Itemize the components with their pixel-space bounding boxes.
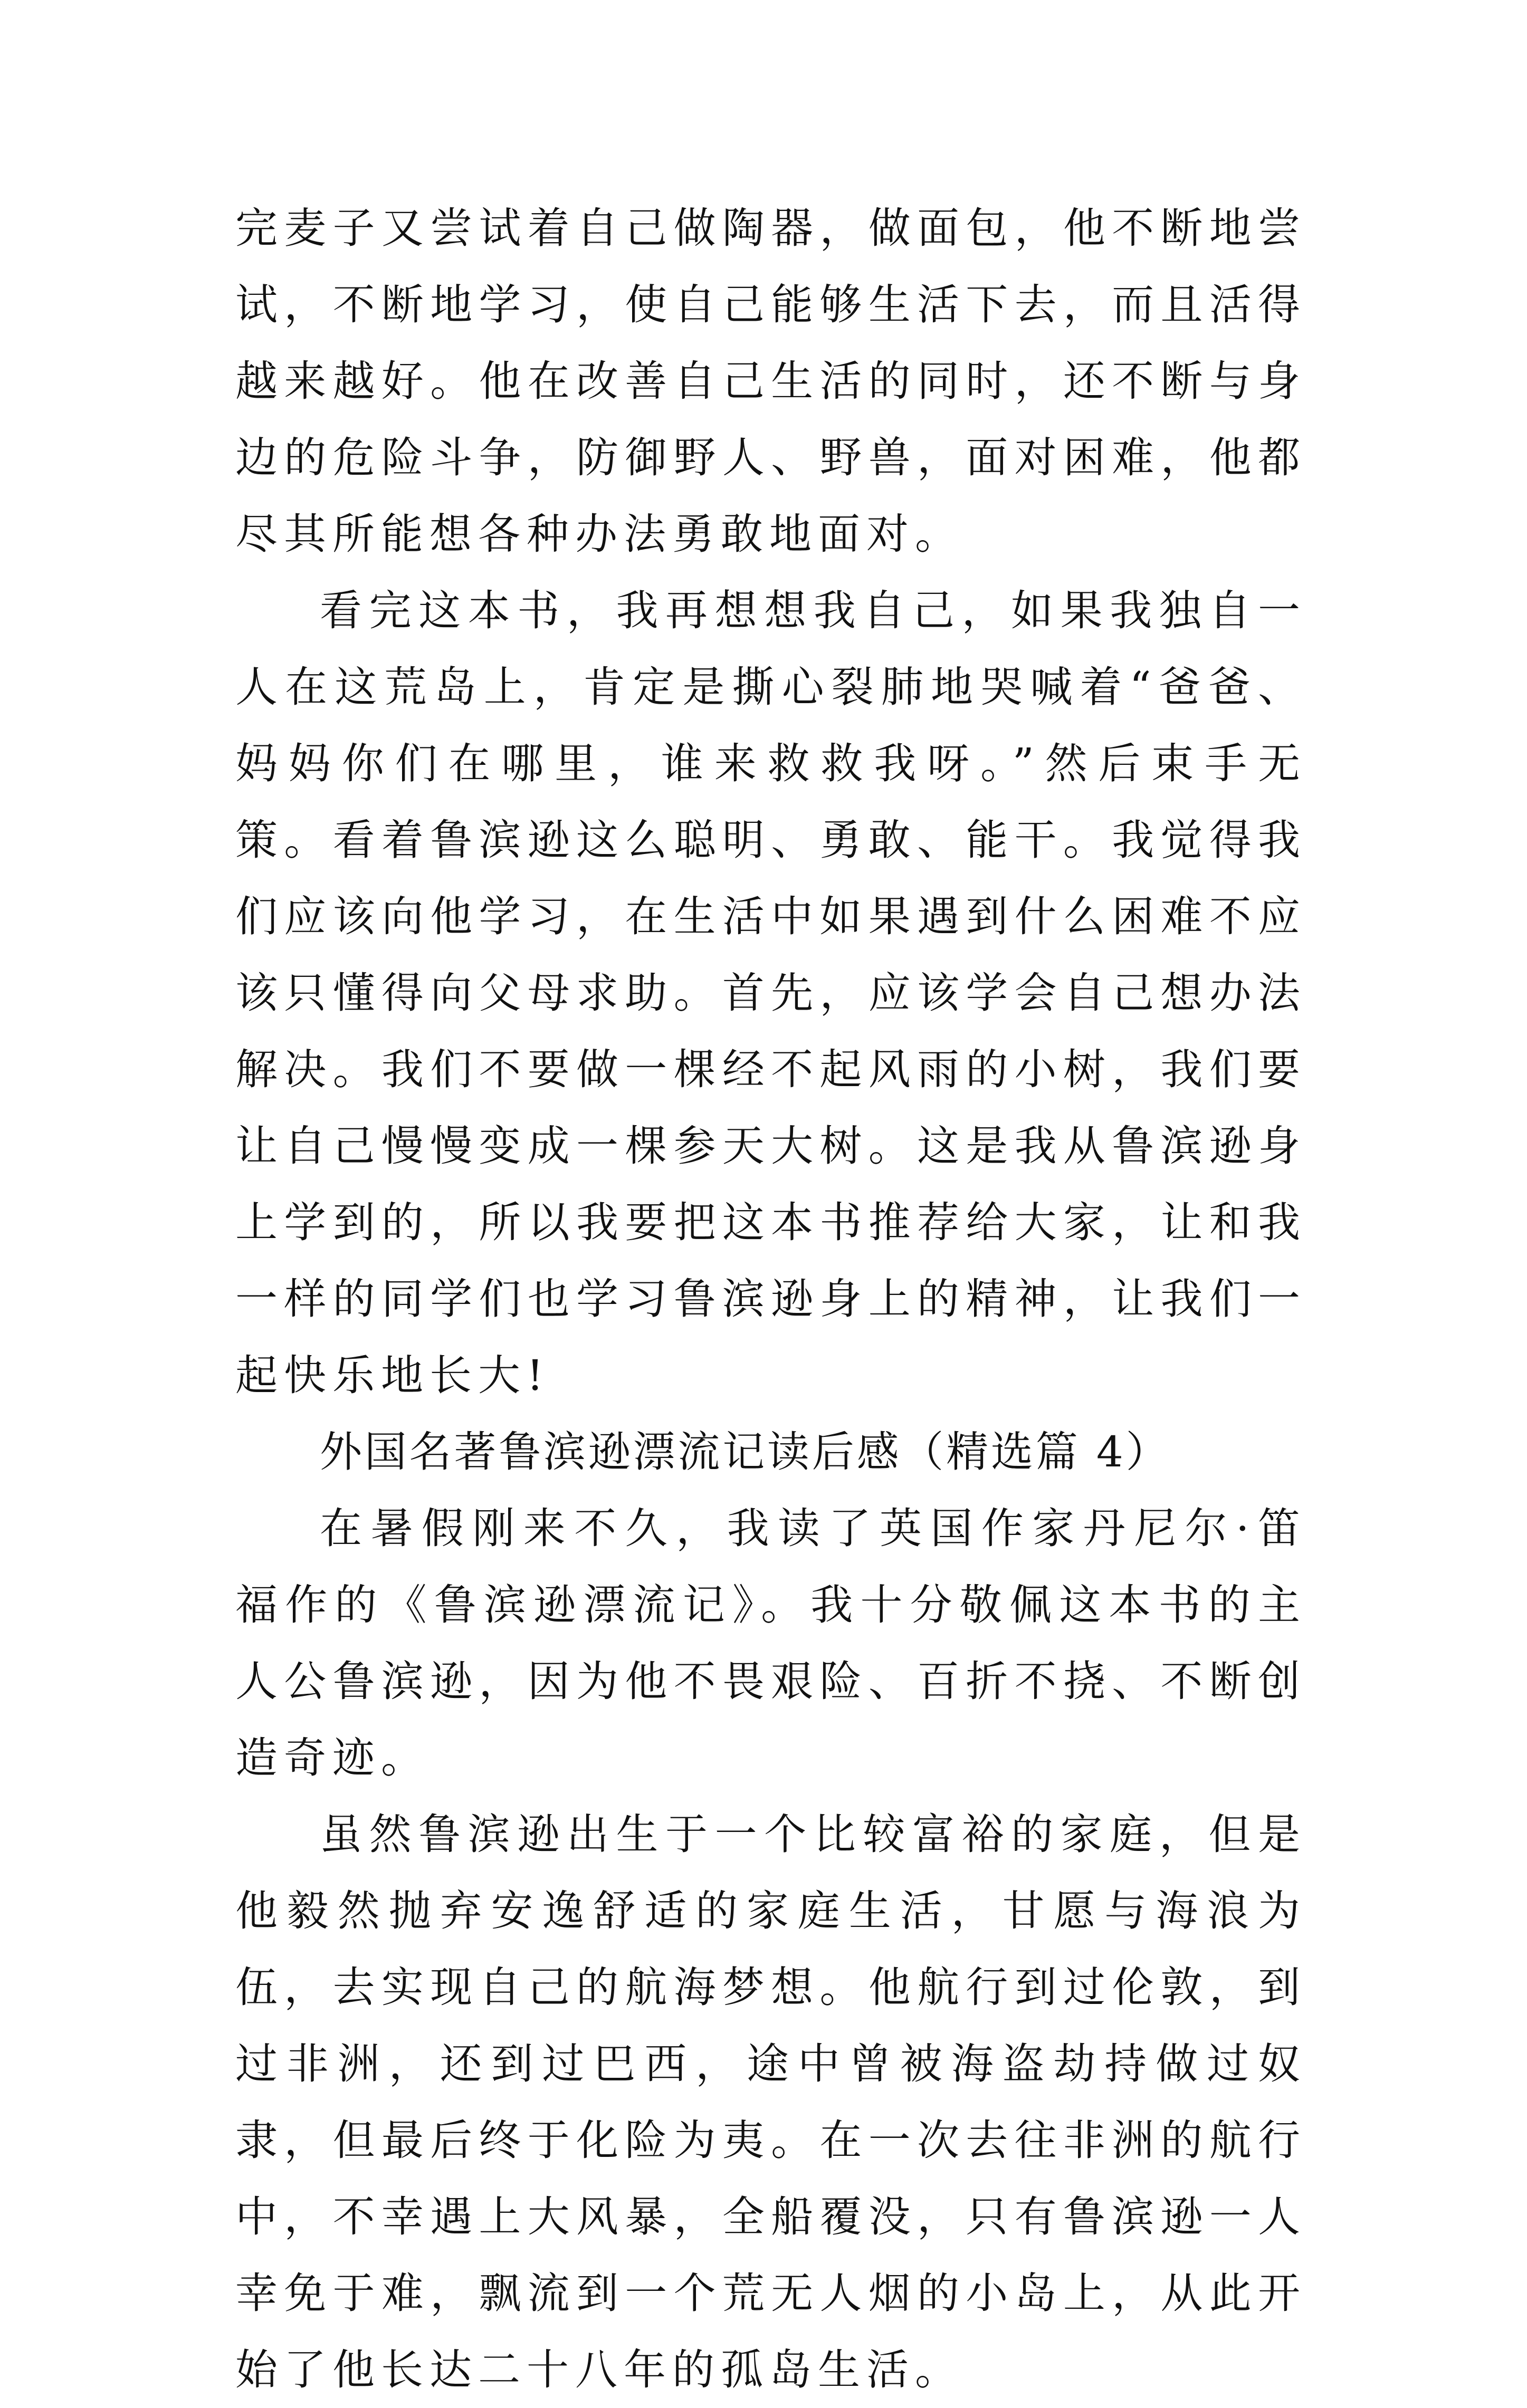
- paragraph-continued: 完麦子又尝试着自己做陶器，做面包，他不断地尝试，不断地学习，使自己能够生活下去，而且活得越来越好。他在改善自己生活的同时，还不断与身边的危险斗争，防御野人、野兽，面对困难，他都尽其所能想各种办法勇敢地面对。: [235, 204, 1306, 559]
- body-text: [235, 190, 1306, 2408]
- paragraph-reflection: 看完这本书，我再想想我自己，如果我独自一人在这荒岛上，肯定是撕心裂肺地哭喊着“爸爸、妈妈你们在哪里，谁来救救我呀。”然后束手无策。看着鲁滨逊这么聪明、勇敢、能干。我觉得我们应该向他学习，在生活中如果遇到什么困难不应该只懂得向父母求助。首先，应该学会自己想办法解决。我们不要做一棵经不起风雨的小树，我们要让自己慢慢变成一棵参天大树。这是我从鲁滨逊身上学到的，所以我要把这本书推荐给大家，让和我一样的同学们也学习鲁滨逊身上的精神，让我们一起快乐地长大!: [235, 586, 1306, 1400]
- section-heading: 外国名著鲁滨逊漂流记读后感（精选篇 4）: [320, 1427, 1171, 1476]
- paragraph-intro: 在暑假刚来不久，我读了英国作家丹尼尔·笛福作的《鲁滨逊漂流记》。我十分敬佩这本书的主人公鲁滨逊，因为他不畏艰险、百折不挠、不断创造奇迹。: [235, 1504, 1306, 1782]
- paragraph-story: 虽然鲁滨逊出生于一个比较富裕的家庭，但是他毅然抛弃安逸舒适的家庭生活，甘愿与海浪为伍，去实现自己的航海梦想。他航行到过伦敦，到过非洲，还到过巴西，途中曾被海盗劫持做过奴隶，但最后终于化险为夷。在一次去往非洲的航行中，不幸遇上大风暴，全船覆没，只有鲁滨逊一人幸免于难，飘流到一个荒无人烟的小岛上，从此开始了他长达二十八年的孤岛生活。: [235, 1810, 1306, 2394]
